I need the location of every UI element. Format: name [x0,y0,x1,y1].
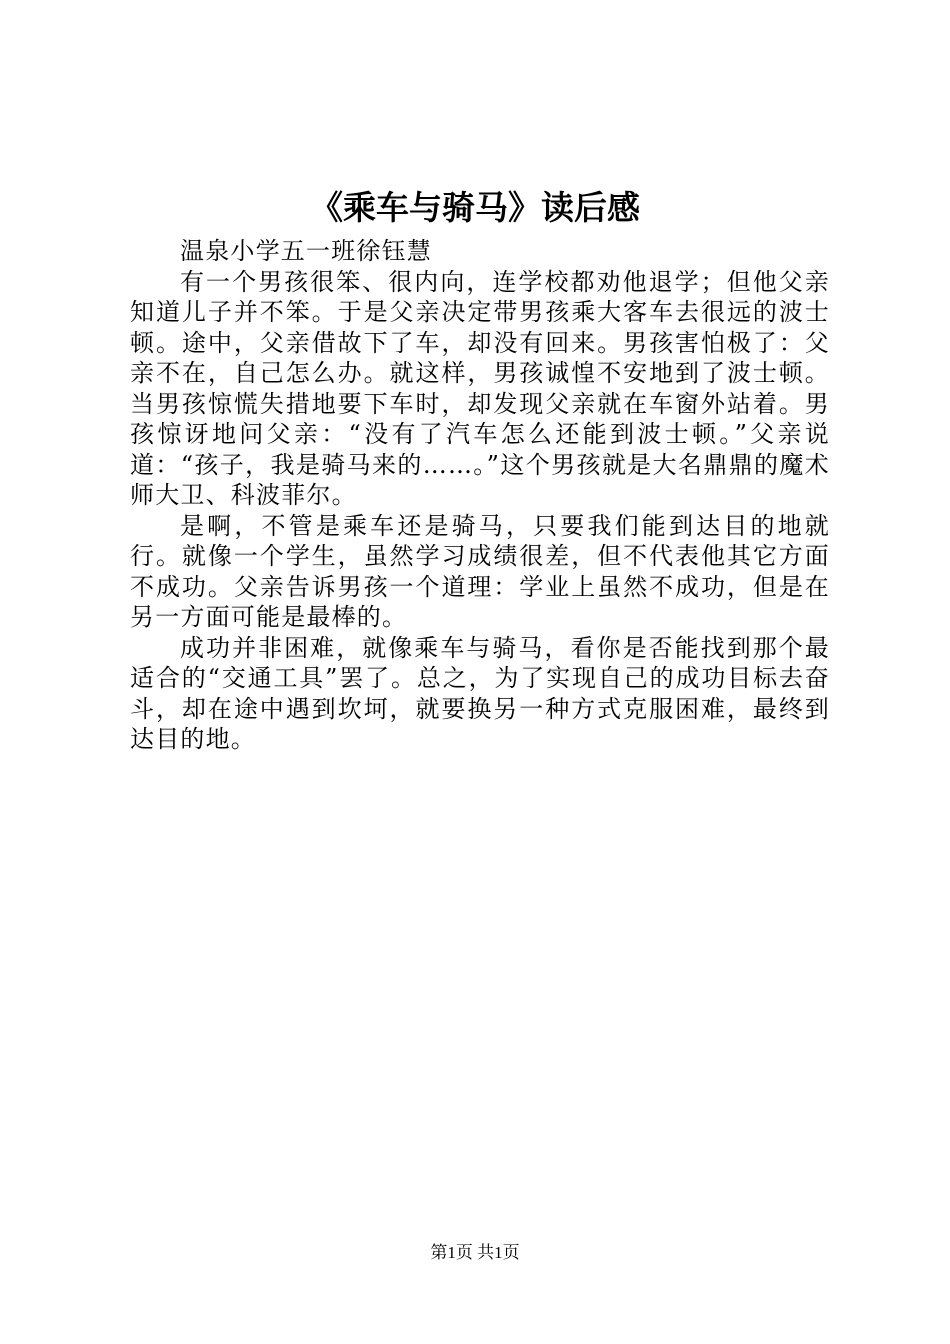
paragraph-3: 成功并非困难，就像乘车与骑马，看你是否能找到那个最适合的“交通工具”罢了。总之，为了实现自己的成功目标去奋斗，却在途中遇到坎坷，就要换另一种方式克服困难，最终到达目的地。 [130,633,830,753]
paragraph-2: 是啊，不管是乘车还是骑马，只要我们能到达目的地就行。就像一个学生，虽然学习成绩很差，但不代表他其它方面不成功。父亲告诉男孩一个道理：学业上虽然不成功，但是在另一方面可能是最棒的。 [130,511,830,631]
document-body [130,236,830,755]
document-title: 《乘车与骑马》读后感 [310,188,640,227]
paragraph-1: 有一个男孩很笨、很内向，连学校都劝他退学；但他父亲知道儿子并不笨。于是父亲决定带男孩乘大客车去很远的波士顿。途中，父亲借故下了车，却没有回来。男孩害怕极了：父亲不在，自己怎么办。就这样，男孩诚惶不安地到了波士顿。当男孩惊慌失措地要下车时，却发现父亲就在车窗外站着。男孩惊讶地问父亲：“没有了汽车怎么还能到波士顿。”父亲说道：“孩子，我是骑马来的……。”这个男孩就是大名鼎鼎的魔术师大卫、科波菲尔。 [130,267,830,509]
author-byline: 温泉小学五一班徐钰慧 [180,237,432,265]
page-number-footer: 第1页 共1页 [430,1243,520,1262]
